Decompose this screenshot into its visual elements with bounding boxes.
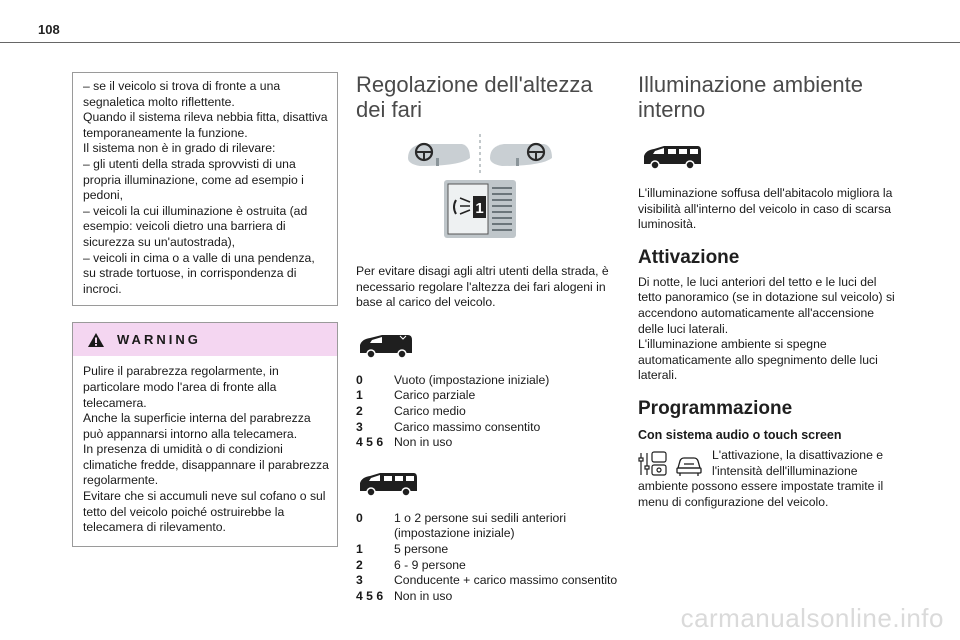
programming-subheading: Con sistema audio o touch screen bbox=[638, 427, 842, 442]
audio-system-icon bbox=[638, 450, 668, 478]
warning-text: Pulire il parabrezza regolarmente, in particolare modo l'area di fronte alla telecamera. Anche la superficie interna del parabrezza può appannarsi intorno alla telecamera. In presenza di umidità o di condizioni climatiche fredde, disappannare il parabrezza regolarmente. Evitare che si accumuli neve sul cofano o sul tetto del veicolo poiché ostruirebbe la telecamera di rilevamento. bbox=[83, 364, 329, 535]
column-middle bbox=[356, 72, 621, 604]
list-item: 0 1 o 2 persone sui sedili anteriori (impostazione iniziale) bbox=[356, 510, 567, 541]
list-item: 4 5 6 Non in uso bbox=[356, 588, 453, 603]
headlamp-intro-text: Per evitare disagi agli altri utenti della strada, è necessario regolare l'altezza dei fari alogeni in base al carico del veicolo. bbox=[356, 264, 609, 310]
minibus-icon bbox=[356, 469, 420, 499]
minibus-load-list bbox=[356, 511, 621, 605]
intro-text: – se il veicolo si trova di fronte a una segnaletica molto riflettente. Quando il sistema rileva nebbia fitta, disattiva temporaneamente la funzione. Il sistema non è in grado di rilevare: – gli utenti della strada sprovvisti di una propria illuminazione, come ad esempio i pedoni, – veicoli la cui illuminazione è ostruita (ad esempio: veicoli dietro una barriera di sicurezza su un'autostrada), – veicoli in cima o a valle di una pendenza, su strade tortuose, in corrispondenza di incroci. bbox=[83, 79, 328, 296]
programming-icons bbox=[638, 450, 704, 478]
warning-title: WARNING bbox=[117, 332, 201, 348]
intro-box bbox=[72, 72, 338, 306]
list-item: 0 Vuoto (impostazione iniziale) bbox=[356, 372, 550, 387]
watermark: carmanualsonline.info bbox=[680, 603, 944, 633]
list-item: 4 5 6 Non in uso bbox=[356, 435, 453, 450]
programming-heading: Programmazione bbox=[638, 397, 793, 419]
list-item: 1 Carico parziale bbox=[356, 388, 476, 403]
programming-text: L'attivazione, la disattivazione e l'intensità dell'illuminazione ambiente possono essere impostate tramite il menu di configurazione del veicolo. bbox=[638, 447, 884, 509]
warning-header bbox=[73, 323, 337, 356]
vehicle-settings-icon bbox=[674, 450, 704, 478]
ambient-intro-text: L'illuminazione soffusa dell'abitacolo migliora la visibilità all'interno del veicolo in caso di scarsa luminosità. bbox=[638, 186, 893, 232]
column-left bbox=[72, 72, 338, 547]
page-number: 108 bbox=[38, 22, 60, 37]
list-item: 2 6 - 9 persone bbox=[356, 557, 466, 572]
minibus-icon bbox=[640, 142, 704, 172]
van-icon bbox=[356, 331, 416, 361]
activation-heading: Attivazione bbox=[638, 246, 740, 268]
warning-triangle-icon bbox=[87, 332, 105, 348]
list-item: 3 Carico massimo consentito bbox=[356, 419, 541, 434]
headlamp-adjustment-title: Regolazione dell'altezza dei fari bbox=[356, 72, 593, 122]
list-item: 1 5 persone bbox=[356, 541, 449, 556]
header-divider bbox=[0, 42, 960, 43]
warning-body bbox=[73, 356, 337, 546]
list-item: 3 Conducente + carico massimo consentito bbox=[356, 573, 618, 588]
column-right bbox=[638, 72, 903, 510]
warning-box bbox=[72, 322, 338, 547]
van-load-list bbox=[356, 373, 621, 451]
ambient-lighting-title: Illuminazione ambiente interno bbox=[638, 72, 864, 122]
list-item: 2 Carico medio bbox=[356, 403, 466, 418]
programming-block bbox=[638, 448, 903, 510]
headlamp-adjuster-illustration-icon bbox=[400, 132, 560, 240]
activation-text: Di notte, le luci anteriori del tetto e le luci del tetto panoramico (se in dotazione sul veicolo) si accendono automaticamente all'accensione delle luci laterali. L'illuminazione ambiente si spegne automaticamente allo spegnimento delle luci laterali. bbox=[638, 274, 895, 383]
svg-text:1: 1 bbox=[475, 200, 484, 217]
